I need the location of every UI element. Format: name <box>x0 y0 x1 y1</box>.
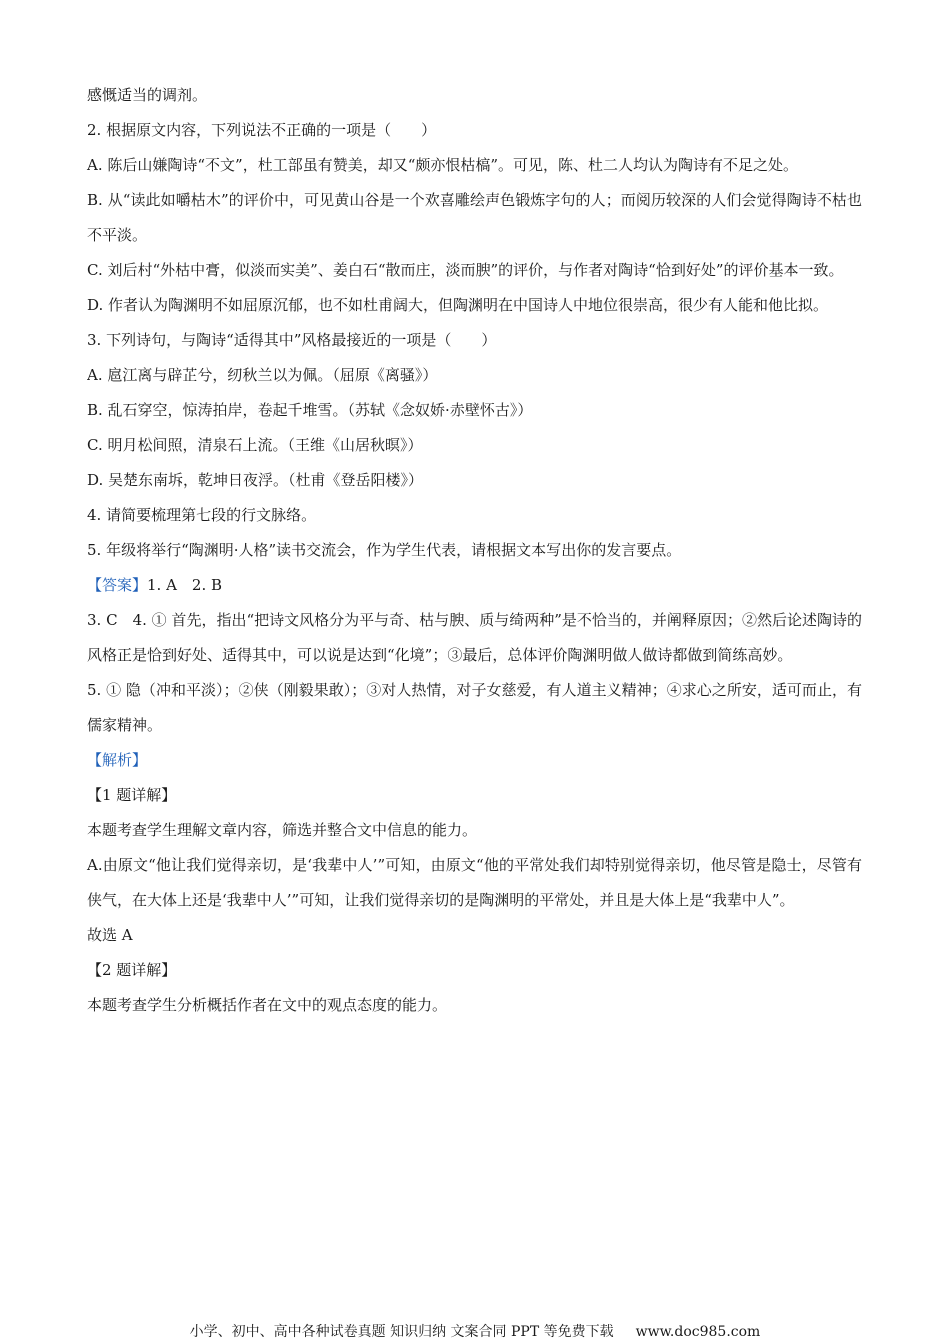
answer-line-1 <box>87 568 862 603</box>
answer-1-2: 1. A 2. B <box>147 576 223 594</box>
question-3-option-a: A. 扈江离与辟芷兮，纫秋兰以为佩。（屈原《离骚》） <box>87 366 438 384</box>
question-3-stem: 3. 下列诗句，与陶诗“适得其中”风格最接近的一项是（ ） <box>87 331 497 349</box>
question-5: 5. 年级将举行“陶渊明·人格”读书交流会，作为学生代表，请根据文本写出你的发言要点。 <box>87 541 682 559</box>
answer-line-2: 3. C 4. ① 首先，指出“把诗文风格分为平与奇、枯与腴、质与绮两种”是不恰当的，并阐释原因；②然后论述陶诗的风格正是恰到好处、适得其中，可以说是达到“化境”；③最后，总体评价陶渊明做人做诗都做到简练高妙。 <box>87 611 862 664</box>
question-3-option-c: C. 明月松间照，清泉石上流。（王维《山居秋暝》） <box>87 436 423 454</box>
analysis-sub-1-option-a: A.由原文“他让我们觉得亲切，是‘我辈中人’”可知，由原文“他的平常处我们却特别觉得亲切，他尽管是隐士，尽管有侠气，在大体上还是‘我辈中人’”可知，让我们觉得亲切的是陶渊明的平常处，并且是大体上是“我辈中人”。 <box>87 856 862 909</box>
question-3-option-b: B. 乱石穿空，惊涛拍岸，卷起千堆雪。（苏轼《念奴娇·赤壁怀古》） <box>87 401 533 419</box>
footer-text: 小学、初中、高中各种试卷真题 知识归纳 文案合同 PPT 等免费下载 <box>189 1324 614 1340</box>
question-3-option-d: D. 吴楚东南坼，乾坤日夜浮。（杜甫《登岳阳楼》） <box>87 471 424 489</box>
question-4: 4. 请简要梳理第七段的行文脉络。 <box>87 506 317 524</box>
question-2-option-c: C. 刘后村“外枯中膏，似淡而实美”、姜白石“散而庄，淡而腴”的评价，与作者对陶诗“恰到好处”的评价基本一致。 <box>87 261 844 279</box>
analysis-sub-2-intro: 本题考查学生分析概括作者在文中的观点态度的能力。 <box>87 996 448 1014</box>
document-body <box>87 78 862 1023</box>
question-2-option-a: A. 陈后山嫌陶诗“不文”，杜工部虽有赞美，却又“颇亦恨枯槁”。可见，陈、杜二人均认为陶诗有不足之处。 <box>87 156 799 174</box>
question-2-stem: 2. 根据原文内容，下列说法不正确的一项是（ ） <box>87 121 437 139</box>
analysis-sub-1: 【1 题详解】 <box>87 786 177 804</box>
answer-line-3: 5. ① 隐（冲和平淡）；②侠（刚毅果敢）；③对人热情，对子女慈爱，有人道主义精神；④求心之所安，适可而止，有儒家精神。 <box>87 681 862 734</box>
answer-tag: 【答案】 <box>87 576 148 594</box>
question-2-option-d: D. 作者认为陶渊明不如屈原沉郁，也不如杜甫阔大，但陶渊明在中国诗人中地位很崇高，很少有人能和他比拟。 <box>87 296 829 314</box>
analysis-tag: 【解析】 <box>87 751 148 769</box>
intro-tail: 感慨适当的调剂。 <box>87 86 208 104</box>
page-footer <box>0 1322 950 1342</box>
footer-site-link[interactable]: www.doc985.com <box>635 1324 761 1340</box>
analysis-sub-1-intro: 本题考查学生理解文章内容，筛选并整合文中信息的能力。 <box>87 821 478 839</box>
analysis-sub-2: 【2 题详解】 <box>87 961 177 979</box>
question-2-option-b: B. 从“读此如嚼枯木”的评价中，可见黄山谷是一个欢喜雕绘声色锻炼字句的人；而阅历较深的人们会觉得陶诗不枯也不平淡。 <box>87 191 862 244</box>
analysis-sub-1-choice: 故选 A <box>87 926 133 944</box>
